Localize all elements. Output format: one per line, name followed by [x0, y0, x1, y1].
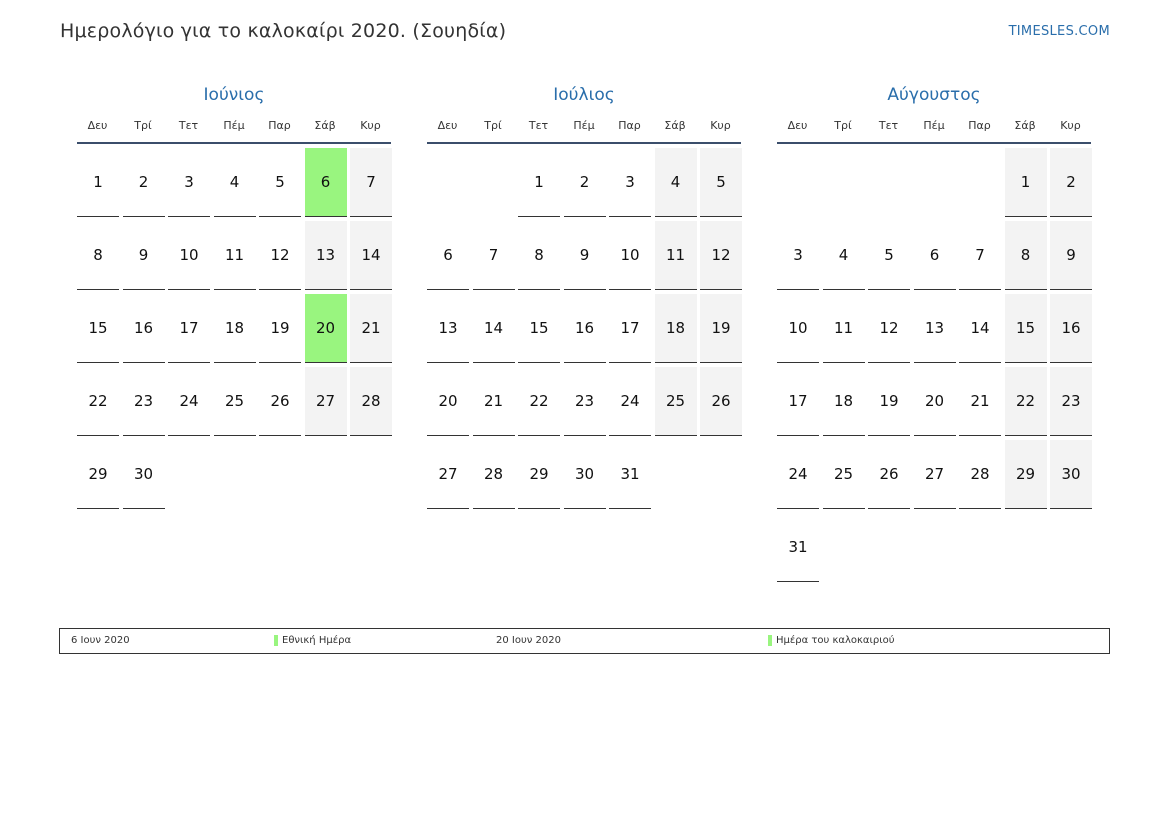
day-cell[interactable]	[609, 440, 651, 509]
day-number: 20	[924, 392, 945, 410]
day-cell[interactable]	[1005, 440, 1047, 509]
day-cell[interactable]	[1050, 294, 1092, 363]
day-number: 15	[1015, 319, 1036, 337]
day-number: 6	[929, 246, 940, 264]
day-number: 1	[534, 173, 544, 191]
day-number: 7	[366, 173, 376, 191]
day-cell[interactable]	[473, 294, 515, 363]
day-number: 22	[529, 392, 549, 410]
day-number: 21	[970, 392, 990, 410]
day-number: 24	[788, 465, 808, 483]
day-cell[interactable]	[655, 294, 697, 363]
day-number: 9	[1066, 246, 1076, 264]
day-number: 13	[924, 319, 945, 337]
day-cell[interactable]	[427, 440, 469, 509]
day-cell[interactable]	[1005, 367, 1047, 436]
day-number: 24	[179, 392, 199, 410]
day-number: 19	[711, 319, 731, 337]
day-number: 28	[970, 465, 990, 483]
weekday-label: Δευ	[787, 119, 808, 132]
day-number: 23	[574, 392, 595, 410]
day-cell[interactable]	[305, 221, 347, 290]
day-number: 3	[184, 173, 194, 191]
day-cell[interactable]	[777, 513, 819, 582]
day-cell[interactable]	[609, 148, 651, 217]
day-number: 23	[1061, 392, 1081, 410]
weekday-label: Πέμ	[223, 119, 245, 132]
day-cell[interactable]	[777, 367, 819, 436]
month-3	[777, 84, 1091, 556]
day-cell[interactable]	[259, 294, 301, 363]
day-number: 31	[788, 538, 808, 556]
day-cell[interactable]	[700, 221, 742, 290]
day-cell[interactable]	[518, 367, 560, 436]
day-number: 21	[483, 392, 504, 410]
day-cell[interactable]	[823, 367, 865, 436]
day-cell[interactable]	[1005, 294, 1047, 363]
day-number: 22	[1015, 392, 1036, 410]
day-cell[interactable]	[777, 440, 819, 509]
day-cell[interactable]	[214, 221, 256, 290]
weekday-label: Παρ	[268, 119, 291, 132]
weekday-header	[427, 118, 741, 144]
holiday-legend	[59, 628, 1110, 654]
day-number: 18	[665, 319, 686, 337]
legend-date-2: 20 Ιουν 2020	[496, 635, 561, 646]
day-cell[interactable]	[564, 440, 606, 509]
legend-date-1: 6 Ιουν 2020	[71, 635, 130, 646]
weekday-label: Τετ	[178, 119, 199, 132]
day-number: 6	[320, 173, 331, 191]
weekday-header	[777, 118, 1091, 144]
weekday-label: Σάβ	[314, 119, 336, 132]
legend-label-2: Ημέρα του καλοκαιριού	[776, 635, 895, 646]
day-number: 20	[438, 392, 458, 410]
page-title: Ημερολόγιο για το καλοκαίρι 2020. (Σουηδία)	[60, 20, 507, 42]
day-cell[interactable]	[959, 294, 1001, 363]
day-number: 15	[88, 319, 108, 337]
day-cell[interactable]	[77, 148, 119, 217]
day-number: 10	[620, 246, 640, 264]
legend-label-1: Εθνική Ημέρα	[282, 635, 352, 646]
day-cell[interactable]	[609, 221, 651, 290]
day-cell[interactable]	[823, 440, 865, 509]
day-number: 15	[529, 319, 549, 337]
day-number: 14	[361, 246, 381, 264]
day-cell[interactable]	[214, 148, 256, 217]
weekday-label: Τρί	[484, 119, 502, 132]
day-number: 13	[315, 246, 336, 264]
day-cell[interactable]	[473, 440, 515, 509]
day-number: 12	[270, 246, 290, 264]
day-number: 23	[133, 392, 154, 410]
day-number: 8	[1020, 246, 1031, 264]
day-number: 2	[1066, 173, 1076, 191]
day-number: 2	[138, 173, 149, 191]
day-number: 16	[133, 319, 154, 337]
day-cell[interactable]	[473, 221, 515, 290]
site-link[interactable]: TIMESLES.COM	[1008, 24, 1110, 39]
day-number: 16	[574, 319, 595, 337]
day-number: 26	[270, 392, 290, 410]
day-number: 31	[620, 465, 640, 483]
day-cell[interactable]	[777, 294, 819, 363]
day-number: 10	[179, 246, 199, 264]
day-cell[interactable]	[305, 367, 347, 436]
day-cell[interactable]	[564, 294, 606, 363]
day-number: 9	[579, 246, 590, 264]
day-cell[interactable]	[700, 294, 742, 363]
day-cell[interactable]	[123, 367, 165, 436]
day-number: 28	[483, 465, 504, 483]
day-cell[interactable]	[305, 294, 347, 363]
day-number: 26	[879, 465, 899, 483]
day-cell[interactable]	[777, 221, 819, 290]
day-number: 9	[138, 246, 149, 264]
day-number: 8	[93, 246, 103, 264]
day-cell[interactable]	[823, 294, 865, 363]
day-number: 17	[179, 319, 199, 337]
day-number: 13	[438, 319, 458, 337]
day-number: 4	[838, 246, 849, 264]
day-cell[interactable]	[914, 440, 956, 509]
weekday-label: Δευ	[437, 119, 458, 132]
day-number: 4	[670, 173, 681, 191]
day-cell[interactable]	[1050, 367, 1092, 436]
day-cell[interactable]	[350, 148, 392, 217]
day-cell[interactable]	[959, 367, 1001, 436]
month-name: Ιούνιος	[203, 85, 265, 105]
day-number: 17	[620, 319, 640, 337]
day-cell[interactable]	[259, 148, 301, 217]
day-number: 21	[361, 319, 381, 337]
day-number: 18	[224, 319, 245, 337]
day-number: 5	[884, 246, 894, 264]
day-number: 25	[833, 465, 854, 483]
day-cell[interactable]	[518, 148, 560, 217]
legend-swatch-2	[768, 635, 772, 646]
day-cell[interactable]	[564, 367, 606, 436]
weekday-label: Τετ	[878, 119, 899, 132]
day-cell[interactable]	[700, 367, 742, 436]
day-number: 25	[224, 392, 245, 410]
day-cell[interactable]	[914, 367, 956, 436]
day-cell[interactable]	[77, 294, 119, 363]
month-2	[427, 84, 741, 483]
day-cell[interactable]	[259, 367, 301, 436]
day-cell[interactable]	[868, 221, 910, 290]
day-number: 27	[924, 465, 945, 483]
day-cell[interactable]	[214, 294, 256, 363]
day-number: 2	[579, 173, 590, 191]
day-cell[interactable]	[168, 148, 210, 217]
day-cell[interactable]	[609, 367, 651, 436]
month-name: Ιούλιος	[553, 85, 615, 105]
day-cell[interactable]	[518, 221, 560, 290]
weekday-label: Τρί	[834, 119, 852, 132]
day-cell[interactable]	[564, 221, 606, 290]
day-number: 7	[488, 246, 499, 264]
day-cell[interactable]	[123, 221, 165, 290]
weekday-label: Τρί	[134, 119, 152, 132]
day-cell[interactable]	[350, 294, 392, 363]
weekday-label: Κυρ	[1060, 119, 1081, 132]
day-cell[interactable]	[350, 367, 392, 436]
day-cell[interactable]	[305, 148, 347, 217]
day-number: 11	[833, 319, 854, 337]
day-number: 11	[665, 246, 686, 264]
day-number: 6	[443, 246, 453, 264]
day-cell[interactable]	[1005, 221, 1047, 290]
day-cell[interactable]	[868, 294, 910, 363]
day-cell[interactable]	[564, 148, 606, 217]
day-number: 29	[88, 465, 108, 483]
weekday-label: Πέμ	[573, 119, 595, 132]
day-cell[interactable]	[609, 294, 651, 363]
day-number: 16	[1061, 319, 1081, 337]
day-number: 10	[788, 319, 808, 337]
day-number: 27	[438, 465, 458, 483]
day-number: 30	[133, 465, 154, 483]
day-cell[interactable]	[959, 221, 1001, 290]
day-number: 29	[1015, 465, 1036, 483]
day-number: 12	[879, 319, 899, 337]
day-number: 20	[315, 319, 336, 337]
day-cell[interactable]	[868, 440, 910, 509]
weekday-label: Σάβ	[664, 119, 686, 132]
day-cell[interactable]	[655, 367, 697, 436]
day-number: 1	[1020, 173, 1031, 191]
day-cell[interactable]	[473, 367, 515, 436]
weekday-label: Τετ	[528, 119, 549, 132]
weekday-label: Παρ	[968, 119, 991, 132]
day-cell[interactable]	[168, 294, 210, 363]
day-cell[interactable]	[123, 148, 165, 217]
day-number: 3	[625, 173, 635, 191]
day-number: 7	[975, 246, 985, 264]
day-cell[interactable]	[168, 221, 210, 290]
day-cell[interactable]	[77, 367, 119, 436]
day-number: 14	[970, 319, 990, 337]
day-number: 5	[716, 173, 726, 191]
weekday-label: Σάβ	[1014, 119, 1036, 132]
day-cell[interactable]	[168, 367, 210, 436]
day-cell[interactable]	[1050, 440, 1092, 509]
weekday-label: Κυρ	[710, 119, 731, 132]
day-number: 17	[788, 392, 808, 410]
day-number: 18	[833, 392, 854, 410]
day-cell[interactable]	[823, 221, 865, 290]
day-cell[interactable]	[1050, 148, 1092, 217]
day-cell[interactable]	[1005, 148, 1047, 217]
day-cell[interactable]	[77, 221, 119, 290]
day-cell[interactable]	[350, 221, 392, 290]
day-cell[interactable]	[214, 367, 256, 436]
day-cell[interactable]	[518, 440, 560, 509]
day-number: 30	[1061, 465, 1081, 483]
day-cell[interactable]	[427, 294, 469, 363]
day-number: 29	[529, 465, 549, 483]
day-cell[interactable]	[1050, 221, 1092, 290]
month-1	[77, 84, 391, 483]
day-cell[interactable]	[427, 221, 469, 290]
weekday-label: Δευ	[87, 119, 108, 132]
weekday-label: Κυρ	[360, 119, 381, 132]
day-number: 4	[229, 173, 240, 191]
day-number: 3	[793, 246, 803, 264]
weekday-header	[77, 118, 391, 144]
month-name: Αύγουστος	[887, 85, 981, 105]
day-cell[interactable]	[123, 440, 165, 509]
weekday-label: Παρ	[618, 119, 641, 132]
day-number: 30	[574, 465, 595, 483]
day-cell[interactable]	[518, 294, 560, 363]
day-number: 24	[620, 392, 640, 410]
day-number: 8	[534, 246, 544, 264]
day-cell[interactable]	[914, 294, 956, 363]
day-number: 19	[879, 392, 899, 410]
day-cell[interactable]	[655, 221, 697, 290]
day-number: 1	[93, 173, 103, 191]
day-cell[interactable]	[77, 440, 119, 509]
day-number: 26	[711, 392, 731, 410]
day-cell[interactable]	[427, 367, 469, 436]
day-cell[interactable]	[914, 221, 956, 290]
day-number: 25	[665, 392, 686, 410]
day-number: 22	[88, 392, 108, 410]
day-number: 14	[483, 319, 504, 337]
day-cell[interactable]	[868, 367, 910, 436]
day-number: 12	[711, 246, 731, 264]
day-cell[interactable]	[123, 294, 165, 363]
day-cell[interactable]	[655, 148, 697, 217]
day-number: 27	[315, 392, 336, 410]
day-number: 19	[270, 319, 290, 337]
day-cell[interactable]	[259, 221, 301, 290]
weekday-label: Πέμ	[923, 119, 945, 132]
day-number: 11	[224, 246, 245, 264]
legend-swatch-1	[274, 635, 278, 646]
day-cell[interactable]	[700, 148, 742, 217]
day-number: 28	[361, 392, 381, 410]
day-cell[interactable]	[959, 440, 1001, 509]
day-number: 5	[275, 173, 285, 191]
